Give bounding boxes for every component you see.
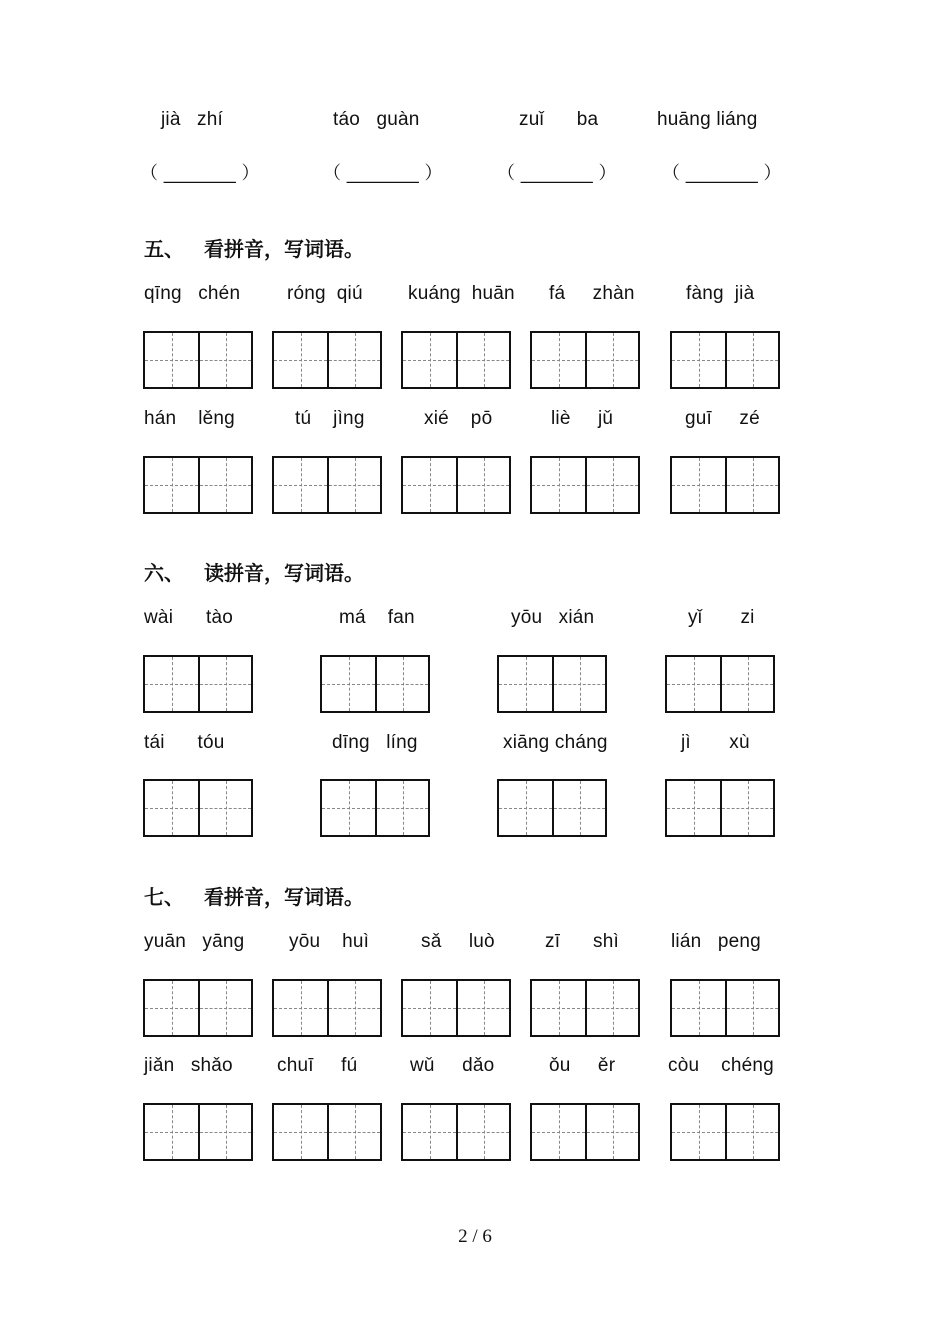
pinyin-label: zī shì	[545, 931, 619, 952]
grid-cell[interactable]	[585, 981, 638, 1035]
grid-cell[interactable]	[456, 1105, 509, 1159]
writing-grid[interactable]	[670, 456, 780, 514]
grid-cell[interactable]	[672, 1105, 725, 1159]
writing-grid[interactable]	[272, 979, 382, 1037]
answer-blank[interactable]: （ ________ ）	[497, 163, 617, 184]
pinyin-label: ǒu ěr	[549, 1055, 616, 1076]
writing-grid[interactable]	[320, 655, 430, 713]
pinyin-label: sǎ luò	[421, 931, 495, 952]
answer-blank[interactable]: （ ________ ）	[140, 163, 260, 184]
writing-grid[interactable]	[143, 655, 253, 713]
grid-cell[interactable]	[532, 333, 585, 387]
pinyin-label: táo guàn	[333, 109, 420, 130]
writing-grid[interactable]	[670, 979, 780, 1037]
pinyin-label: qīng chén	[144, 283, 241, 304]
pinyin-label: fá zhàn	[549, 283, 635, 304]
grid-cell[interactable]	[552, 657, 605, 711]
grid-cell[interactable]	[456, 333, 509, 387]
grid-cell[interactable]	[720, 781, 773, 835]
grid-cell[interactable]	[456, 981, 509, 1035]
grid-cell[interactable]	[667, 781, 720, 835]
writing-grid[interactable]	[401, 331, 511, 389]
section-number: 五、	[144, 237, 184, 261]
pinyin-label: yōu xián	[511, 607, 595, 628]
writing-grid[interactable]	[143, 331, 253, 389]
grid-cell[interactable]	[672, 458, 725, 512]
grid-cell[interactable]	[198, 781, 251, 835]
grid-cell[interactable]	[725, 333, 778, 387]
pinyin-label: guī zé	[685, 408, 760, 429]
grid-cell[interactable]	[145, 333, 198, 387]
writing-grid[interactable]	[665, 779, 775, 837]
section-heading	[144, 557, 364, 586]
pinyin-label: huāng liáng	[657, 109, 758, 130]
grid-cell[interactable]	[322, 781, 375, 835]
grid-cell[interactable]	[274, 981, 327, 1035]
writing-grid[interactable]	[665, 655, 775, 713]
section-number: 六、	[144, 561, 184, 585]
pinyin-label: fàng jià	[686, 283, 755, 304]
pinyin-label: yuān yāng	[144, 931, 245, 952]
pinyin-label: jì xù	[681, 732, 750, 753]
grid-cell[interactable]	[585, 333, 638, 387]
writing-grid[interactable]	[530, 979, 640, 1037]
pinyin-label: hán lěng	[144, 408, 235, 429]
grid-cell[interactable]	[145, 981, 198, 1035]
section-heading	[144, 233, 364, 262]
grid-cell[interactable]	[403, 333, 456, 387]
grid-cell[interactable]	[725, 1105, 778, 1159]
grid-cell[interactable]	[672, 981, 725, 1035]
pinyin-label: wài tào	[144, 607, 233, 628]
writing-grid[interactable]	[670, 1103, 780, 1161]
pinyin-label: tú jìng	[295, 408, 365, 429]
section-instruction: 看拼音，写词语。	[204, 885, 364, 909]
grid-cell[interactable]	[725, 458, 778, 512]
grid-cell[interactable]	[499, 781, 552, 835]
writing-grid[interactable]	[401, 456, 511, 514]
writing-grid[interactable]	[272, 456, 382, 514]
pinyin-label: jiǎn shǎo	[144, 1055, 233, 1076]
pinyin-label: liè jǔ	[551, 408, 614, 429]
writing-grid[interactable]	[143, 456, 253, 514]
grid-cell[interactable]	[585, 458, 638, 512]
grid-cell[interactable]	[499, 657, 552, 711]
writing-grid[interactable]	[530, 1103, 640, 1161]
grid-cell[interactable]	[672, 333, 725, 387]
grid-cell[interactable]	[327, 458, 380, 512]
grid-cell[interactable]	[198, 657, 251, 711]
grid-cell[interactable]	[532, 458, 585, 512]
grid-cell[interactable]	[667, 657, 720, 711]
grid-cell[interactable]	[327, 1105, 380, 1159]
pinyin-label: chuī fú	[277, 1055, 358, 1076]
pinyin-label: yǐ zi	[688, 607, 755, 628]
grid-cell[interactable]	[456, 458, 509, 512]
pinyin-label: còu chéng	[668, 1055, 774, 1076]
writing-grid[interactable]	[401, 979, 511, 1037]
grid-cell[interactable]	[145, 458, 198, 512]
answer-blank[interactable]: （ ________ ）	[662, 163, 782, 184]
section-instruction: 读拼音，写词语。	[204, 561, 364, 585]
pinyin-label: yōu huì	[289, 931, 370, 952]
section-number: 七、	[144, 885, 184, 909]
pinyin-label: má fan	[339, 607, 415, 628]
writing-grid[interactable]	[320, 779, 430, 837]
grid-cell[interactable]	[532, 981, 585, 1035]
pinyin-label: kuáng huān	[408, 283, 515, 304]
grid-cell[interactable]	[403, 458, 456, 512]
pinyin-label: wǔ dǎo	[410, 1055, 495, 1076]
pinyin-label: dīng líng	[332, 732, 418, 753]
pinyin-label: lián peng	[671, 931, 761, 952]
pinyin-label: zuǐ ba	[519, 109, 599, 130]
writing-grid[interactable]	[401, 1103, 511, 1161]
grid-cell[interactable]	[552, 781, 605, 835]
writing-grid[interactable]	[143, 979, 253, 1037]
writing-grid[interactable]	[497, 655, 607, 713]
grid-cell[interactable]	[198, 458, 251, 512]
grid-cell[interactable]	[725, 981, 778, 1035]
pinyin-label: xiāng cháng	[503, 732, 608, 753]
grid-cell[interactable]	[198, 333, 251, 387]
grid-cell[interactable]	[585, 1105, 638, 1159]
grid-cell[interactable]	[274, 458, 327, 512]
grid-cell[interactable]	[375, 781, 428, 835]
grid-cell[interactable]	[198, 1105, 251, 1159]
pinyin-label: róng qiú	[287, 283, 363, 304]
answer-blank[interactable]: （ ________ ）	[323, 163, 443, 184]
grid-cell[interactable]	[145, 1105, 198, 1159]
grid-cell[interactable]	[327, 981, 380, 1035]
writing-grid[interactable]	[272, 331, 382, 389]
writing-grid[interactable]	[530, 331, 640, 389]
grid-cell[interactable]	[327, 333, 380, 387]
writing-grid[interactable]	[670, 331, 780, 389]
grid-cell[interactable]	[145, 781, 198, 835]
writing-grid[interactable]	[497, 779, 607, 837]
grid-cell[interactable]	[322, 657, 375, 711]
page-number: 2 / 6	[458, 1226, 492, 1247]
pinyin-label: jià zhí	[161, 109, 223, 130]
grid-cell[interactable]	[145, 657, 198, 711]
grid-cell[interactable]	[403, 1105, 456, 1159]
section-instruction: 看拼音，写词语。	[204, 237, 364, 261]
grid-cell[interactable]	[532, 1105, 585, 1159]
grid-cell[interactable]	[198, 981, 251, 1035]
grid-cell[interactable]	[274, 1105, 327, 1159]
writing-grid[interactable]	[272, 1103, 382, 1161]
grid-cell[interactable]	[403, 981, 456, 1035]
grid-cell[interactable]	[720, 657, 773, 711]
writing-grid[interactable]	[143, 779, 253, 837]
pinyin-label: xié pō	[424, 408, 493, 429]
pinyin-label: tái tóu	[144, 732, 225, 753]
writing-grid[interactable]	[143, 1103, 253, 1161]
writing-grid[interactable]	[530, 456, 640, 514]
section-heading	[144, 881, 364, 910]
grid-cell[interactable]	[274, 333, 327, 387]
grid-cell[interactable]	[375, 657, 428, 711]
